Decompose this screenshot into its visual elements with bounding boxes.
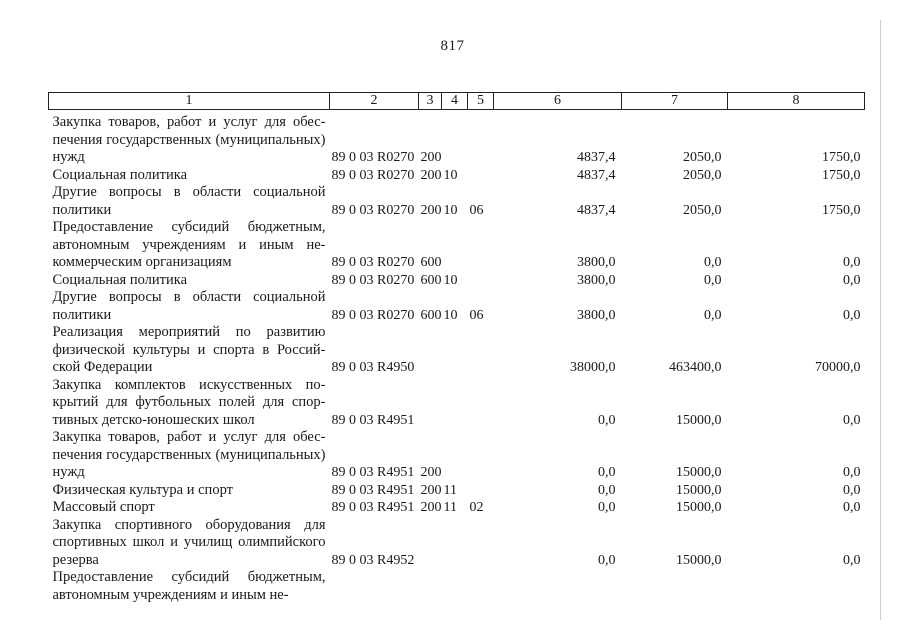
row-code: 89 0 03 R4950 [331,360,415,375]
row-value-8: 0,0 [843,552,861,568]
row-value-7: 2050,0 [683,167,722,183]
row-value-7: 0,0 [704,255,722,270]
row-col-5 [468,517,494,570]
row-value-6: 3800,0 [577,307,616,323]
row-col-4 [442,429,468,482]
row-code: 89 0 03 R0270 [331,167,415,183]
row-col-5 [468,482,494,500]
row-value-6: 3800,0 [577,255,616,270]
header-col-1: 1 [49,93,330,110]
budget-table [48,92,865,604]
row-value-6: 0,0 [598,412,616,428]
row-col-5: 02 [469,500,484,515]
row-name: Предоставление субсидий бюджетным, автономным учреждениям и иным некоммерческим организациям [52,219,326,270]
table-row [49,184,865,219]
row-value-7: 15000,0 [676,465,722,480]
row-col-5 [468,324,494,377]
row-value-8: 1750,0 [822,202,861,218]
row-name: Реализация мероприятий по развитию физической культуры и спорта в Российской Федерации [52,324,326,375]
row-value-6: 0,0 [598,482,616,498]
table-row [49,167,865,185]
row-code: 89 0 03 R0270 [331,307,415,323]
table-row [49,499,865,517]
row-value-6: 4837,4 [577,150,616,165]
row-value-8: 70000,0 [815,360,861,375]
row-name: Закупка товаров, работ и услуг для обеспечения государственных (муниципальных) нужд [52,429,326,480]
row-col-3 [419,324,442,377]
row-col-4: 10 [443,167,458,183]
row-col-4: 11 [443,500,457,515]
row-col-5: 06 [469,307,484,323]
row-code: 89 0 03 R0270 [331,272,415,288]
table-row [49,289,865,324]
row-code [330,569,419,604]
header-col-5: 5 [468,93,494,110]
header-col-2: 2 [330,93,419,110]
row-col-3: 200 [420,482,442,498]
row-col-4 [442,377,468,430]
row-col-3: 200 [420,465,442,480]
row-code: 89 0 03 R4951 [331,500,415,515]
table-body [49,110,865,605]
row-code: 89 0 03 R4951 [331,465,415,480]
row-value-7: 15000,0 [676,500,722,515]
row-value-8: 1750,0 [822,167,861,183]
row-name: Закупка спортивного оборудования для спортивных школ и училищ олимпийского резерва [52,516,326,568]
row-col-3: 600 [420,272,442,288]
row-name: Физическая культура и спорт [52,481,233,498]
row-value-6: 0,0 [598,552,616,568]
row-value-7 [622,569,728,604]
row-col-4 [442,110,468,167]
row-col-4: 10 [443,272,458,288]
row-col-3 [419,569,442,604]
row-col-4 [442,324,468,377]
table-row [49,110,865,167]
row-value-8: 0,0 [843,412,861,428]
row-value-8: 0,0 [843,307,861,323]
row-value-8 [728,569,865,604]
row-value-7: 2050,0 [683,150,722,165]
row-name: Массовый спорт [52,499,155,515]
row-code: 89 0 03 R4951 [331,482,415,498]
row-value-6: 4837,4 [577,167,616,183]
row-value-6: 3800,0 [577,272,616,288]
row-value-6: 4837,4 [577,202,616,218]
row-name: Другие вопросы в области социальной политики [52,289,326,323]
row-value-7: 15000,0 [676,552,722,568]
row-name: Предоставление субсидий бюджетным, автономным учреждениям и иным не- [52,569,326,603]
row-value-8: 0,0 [843,465,861,480]
row-name: Социальная политика [52,271,188,288]
row-name: Другие вопросы в области социальной политики [52,184,326,218]
row-col-4 [442,517,468,570]
row-value-6 [494,569,622,604]
row-code: 89 0 03 R0270 [331,255,415,270]
header-col-6: 6 [494,93,622,110]
row-value-8: 0,0 [843,272,861,288]
row-col-3: 600 [420,255,442,270]
row-value-6: 0,0 [598,465,616,480]
row-value-7: 0,0 [704,307,722,323]
row-col-4 [442,219,468,272]
row-value-8: 1750,0 [822,150,861,165]
row-col-5 [468,429,494,482]
row-col-5: 06 [469,202,484,218]
table-row [49,429,865,482]
row-col-3: 200 [420,150,442,165]
table-row [49,272,865,290]
table-row [49,517,865,570]
row-col-5 [468,167,494,185]
header-col-3: 3 [419,93,442,110]
header-col-7: 7 [622,93,728,110]
row-col-5 [468,272,494,290]
header-col-8: 8 [728,93,865,110]
row-name: Закупка комплектов искусственных покрытий для футбольных полей для спортивных детско-юношеских школ [52,376,326,428]
row-col-3 [419,377,442,430]
row-col-4: 10 [443,307,458,323]
row-col-3: 200 [420,202,442,218]
table-row [49,482,865,500]
row-value-6: 38000,0 [570,360,616,375]
row-code: 89 0 03 R4951 [331,412,415,428]
table-row [49,569,865,604]
row-value-6: 0,0 [598,500,616,515]
row-name: Закупка товаров, работ и услуг для обеспечения государственных (муниципальных) нужд [52,114,326,165]
row-col-3: 600 [420,307,442,323]
row-col-3 [419,517,442,570]
row-code: 89 0 03 R0270 [331,150,415,165]
row-col-5 [468,377,494,430]
table-row [49,377,865,430]
table-header [49,93,865,110]
row-col-3: 200 [420,500,442,515]
row-value-7: 463400,0 [669,360,722,375]
row-col-4: 11 [443,482,457,498]
row-value-7: 15000,0 [676,412,722,428]
row-value-7: 2050,0 [683,202,722,218]
row-col-5 [468,219,494,272]
row-value-8: 0,0 [843,255,861,270]
scan-artifact [880,20,881,620]
row-code: 89 0 03 R0270 [331,202,415,218]
row-value-8: 0,0 [843,500,861,515]
row-value-7: 15000,0 [676,482,722,498]
row-value-7: 0,0 [704,272,722,288]
row-code: 89 0 03 R4952 [331,552,415,568]
row-col-4 [442,569,468,604]
row-col-3: 200 [420,167,442,183]
row-col-5 [468,110,494,167]
row-col-4: 10 [443,202,458,218]
row-col-5 [468,569,494,604]
table-row [49,324,865,377]
table-row [49,219,865,272]
header-col-4: 4 [442,93,468,110]
page-number: 817 [440,38,465,54]
row-name: Социальная политика [52,166,188,183]
row-value-8: 0,0 [843,482,861,498]
